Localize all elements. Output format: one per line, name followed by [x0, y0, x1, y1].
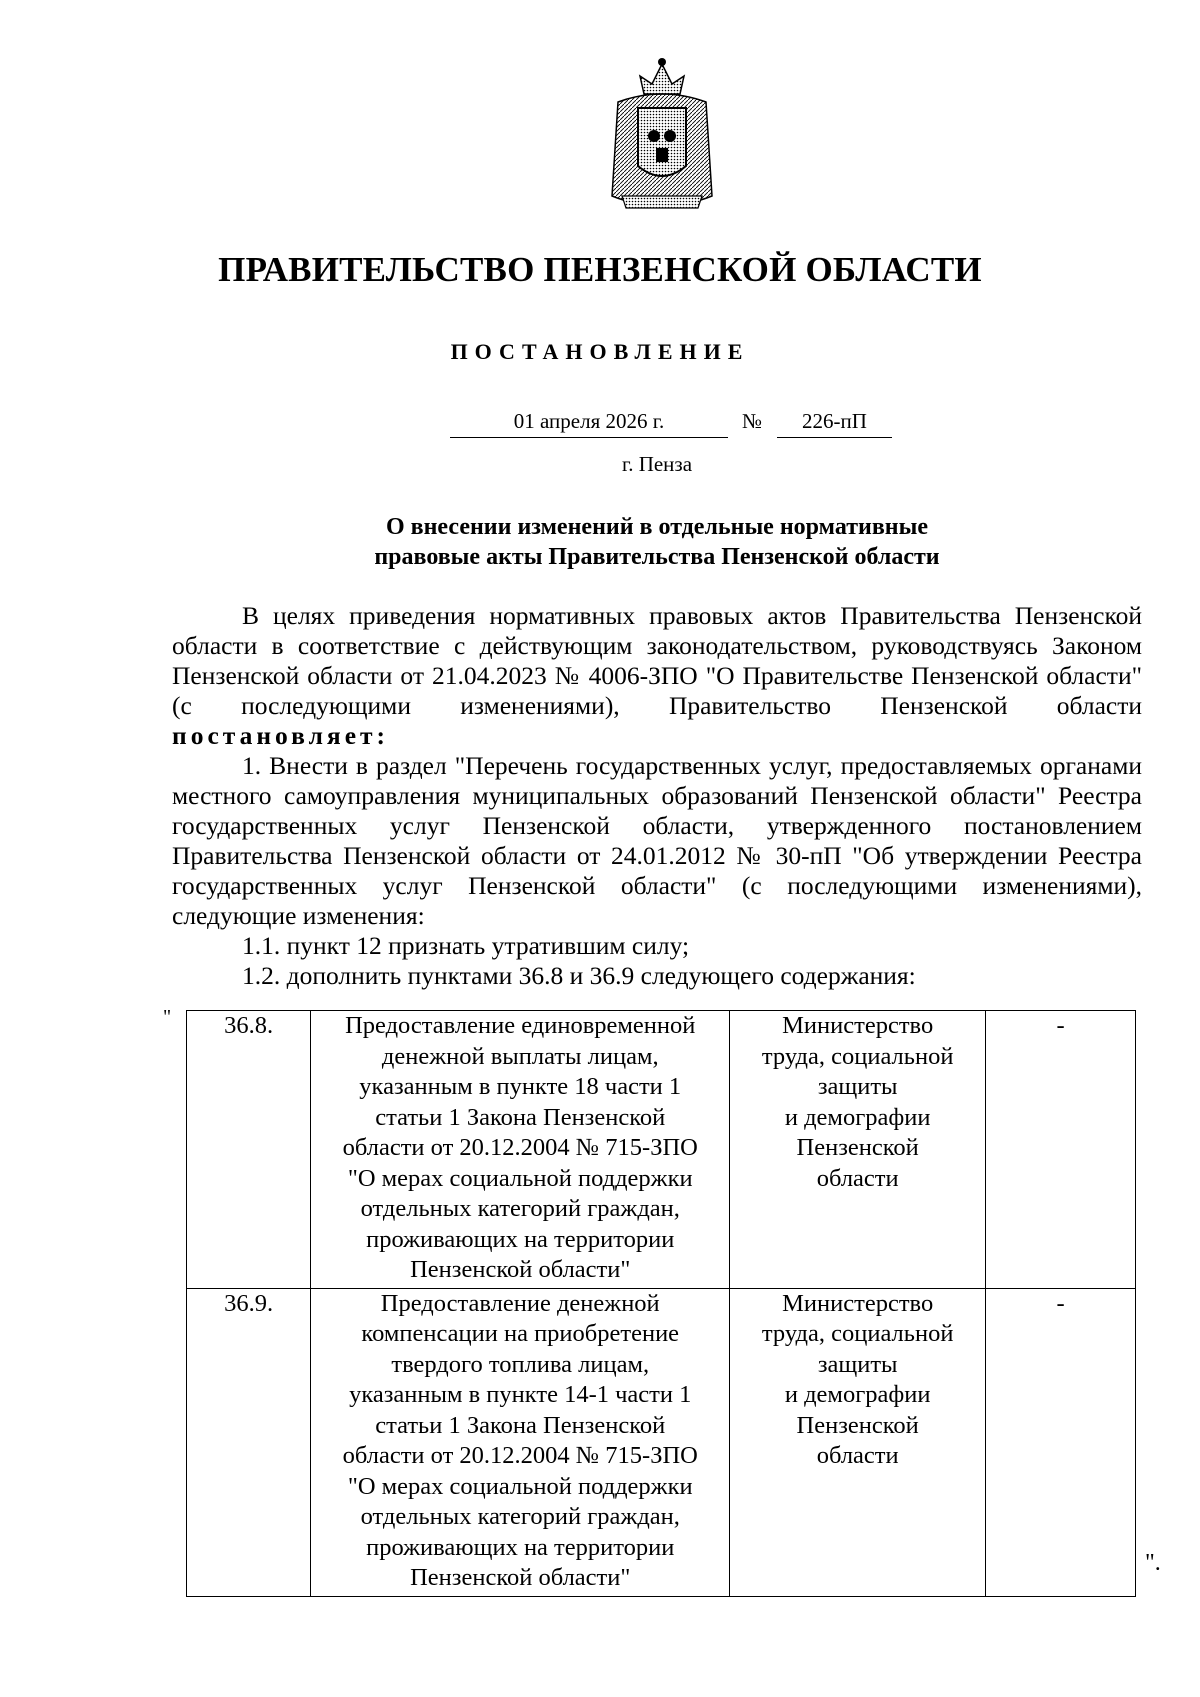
- service-name-line: Предоставление денежной: [380, 1289, 660, 1317]
- responsible-body-line: и демографии: [784, 1103, 931, 1131]
- subject-line-2: правовые акты Правительства Пензенской области: [374, 544, 940, 570]
- extra-column: -: [986, 1011, 1136, 1289]
- service-name-line: компенсации на приобретение: [361, 1320, 680, 1347]
- item-1-1: 1.1. пункт 12 признать утратившим силу;: [242, 931, 690, 960]
- document-body: [172, 601, 1142, 991]
- service-name-line: денежной выплаты лицам,: [381, 1042, 659, 1070]
- responsible-body-line: Министерство: [782, 1012, 934, 1039]
- service-name-line: проживающих на территории: [366, 1225, 675, 1253]
- subject-line-1: О внесении изменений в отдельные нормативные: [385, 514, 929, 540]
- document-date: 01 апреля 2026 г.: [450, 409, 728, 438]
- extra-column: -: [986, 1288, 1136, 1596]
- number-sign: №: [742, 409, 763, 433]
- city: г. Пенза: [621, 452, 693, 476]
- government-title: ПРАВИТЕЛЬСТВО ПЕНЗЕНСКОЙ ОБЛАСТИ: [218, 250, 982, 289]
- coat-of-arms-emblem: [604, 56, 720, 212]
- responsible-body-line: области: [816, 1442, 899, 1469]
- preamble-paragraph: [172, 601, 1142, 751]
- responsible-body-line: труда, социальной: [761, 1042, 954, 1070]
- service-name-line: указанным в пункте 18 части 1: [359, 1073, 682, 1100]
- item-1: 1. Внести в раздел "Перечень государственных услуг, предоставляемых органами местного самоуправления муниципальных образований Пензенской области" Реестра государственных услуг Пензенской области, утвержденного постановлением Правительства Пензенской области от 24.01.2012 № 30-пП "Об утверждении Реестра государственных услуг Пензенской области" (с последующими изменениями), следующие изменения:: [172, 751, 1142, 930]
- responsible-body-line: защиты: [817, 1073, 898, 1100]
- decree-word: постановляет:: [172, 721, 390, 750]
- service-name-line: "О мерах социальной поддержки: [347, 1472, 693, 1500]
- services-table: [186, 1010, 1136, 1597]
- document-type: ПОСТАНОВЛЕНИЕ: [450, 339, 750, 364]
- responsible-body: [730, 1288, 986, 1596]
- service-name-line: области от 20.12.2004 № 715-ЗПО: [342, 1134, 698, 1161]
- responsible-body-line: защиты: [817, 1350, 898, 1378]
- preamble-text: В целях приведения нормативных правовых актов Правительства Пензенской области в соответствие с действующим законодательством, руководствуясь Законом Пензенской области от 21.04.2023 № 4006-ЗПО "О Правительстве Пензенской области" (с последующими изменениями), Правительство Пензенской области: [172, 601, 1142, 720]
- service-name: [311, 1011, 730, 1289]
- service-name-line: области от 20.12.2004 № 715-ЗПО: [342, 1442, 698, 1469]
- responsible-body-line: Министерство: [782, 1289, 934, 1317]
- closing-quote: ".: [1145, 1550, 1161, 1576]
- service-name-line: проживающих на территории: [366, 1533, 675, 1561]
- service-name-line: указанным в пункте 14-1 части 1: [349, 1381, 692, 1408]
- service-name-line: отдельных категорий граждан,: [360, 1503, 680, 1530]
- service-name-line: "О мерах социальной поддержки: [347, 1164, 693, 1192]
- service-name: [311, 1288, 730, 1596]
- service-number: 36.9.: [187, 1288, 311, 1596]
- opening-quote: ": [163, 1006, 172, 1028]
- service-name-line: твердого топлива лицам,: [391, 1350, 650, 1378]
- service-name-line: Пензенской области": [410, 1256, 631, 1283]
- responsible-body-line: области: [816, 1164, 899, 1192]
- responsible-body-line: Пензенской: [796, 1411, 919, 1439]
- service-name-line: Предоставление единовременной: [345, 1012, 696, 1039]
- responsible-body: [730, 1011, 986, 1289]
- responsible-body-line: и демографии: [784, 1381, 931, 1408]
- responsible-body-line: Пензенской: [796, 1134, 919, 1161]
- document-number: 226-пП: [777, 409, 892, 438]
- service-name-line: Пензенской области": [410, 1564, 631, 1591]
- document-subject: [0, 512, 1200, 572]
- responsible-body-line: труда, социальной: [761, 1320, 954, 1347]
- table-row: [187, 1288, 1136, 1596]
- service-name-line: статьи 1 Закона Пензенской: [375, 1103, 666, 1131]
- item-1-2: 1.2. дополнить пунктами 36.8 и 36.9 следующего содержания:: [242, 961, 916, 990]
- service-name-line: статьи 1 Закона Пензенской: [375, 1411, 666, 1439]
- table-row: [187, 1011, 1136, 1289]
- service-name-line: отдельных категорий граждан,: [360, 1195, 680, 1222]
- service-number: 36.8.: [187, 1011, 311, 1289]
